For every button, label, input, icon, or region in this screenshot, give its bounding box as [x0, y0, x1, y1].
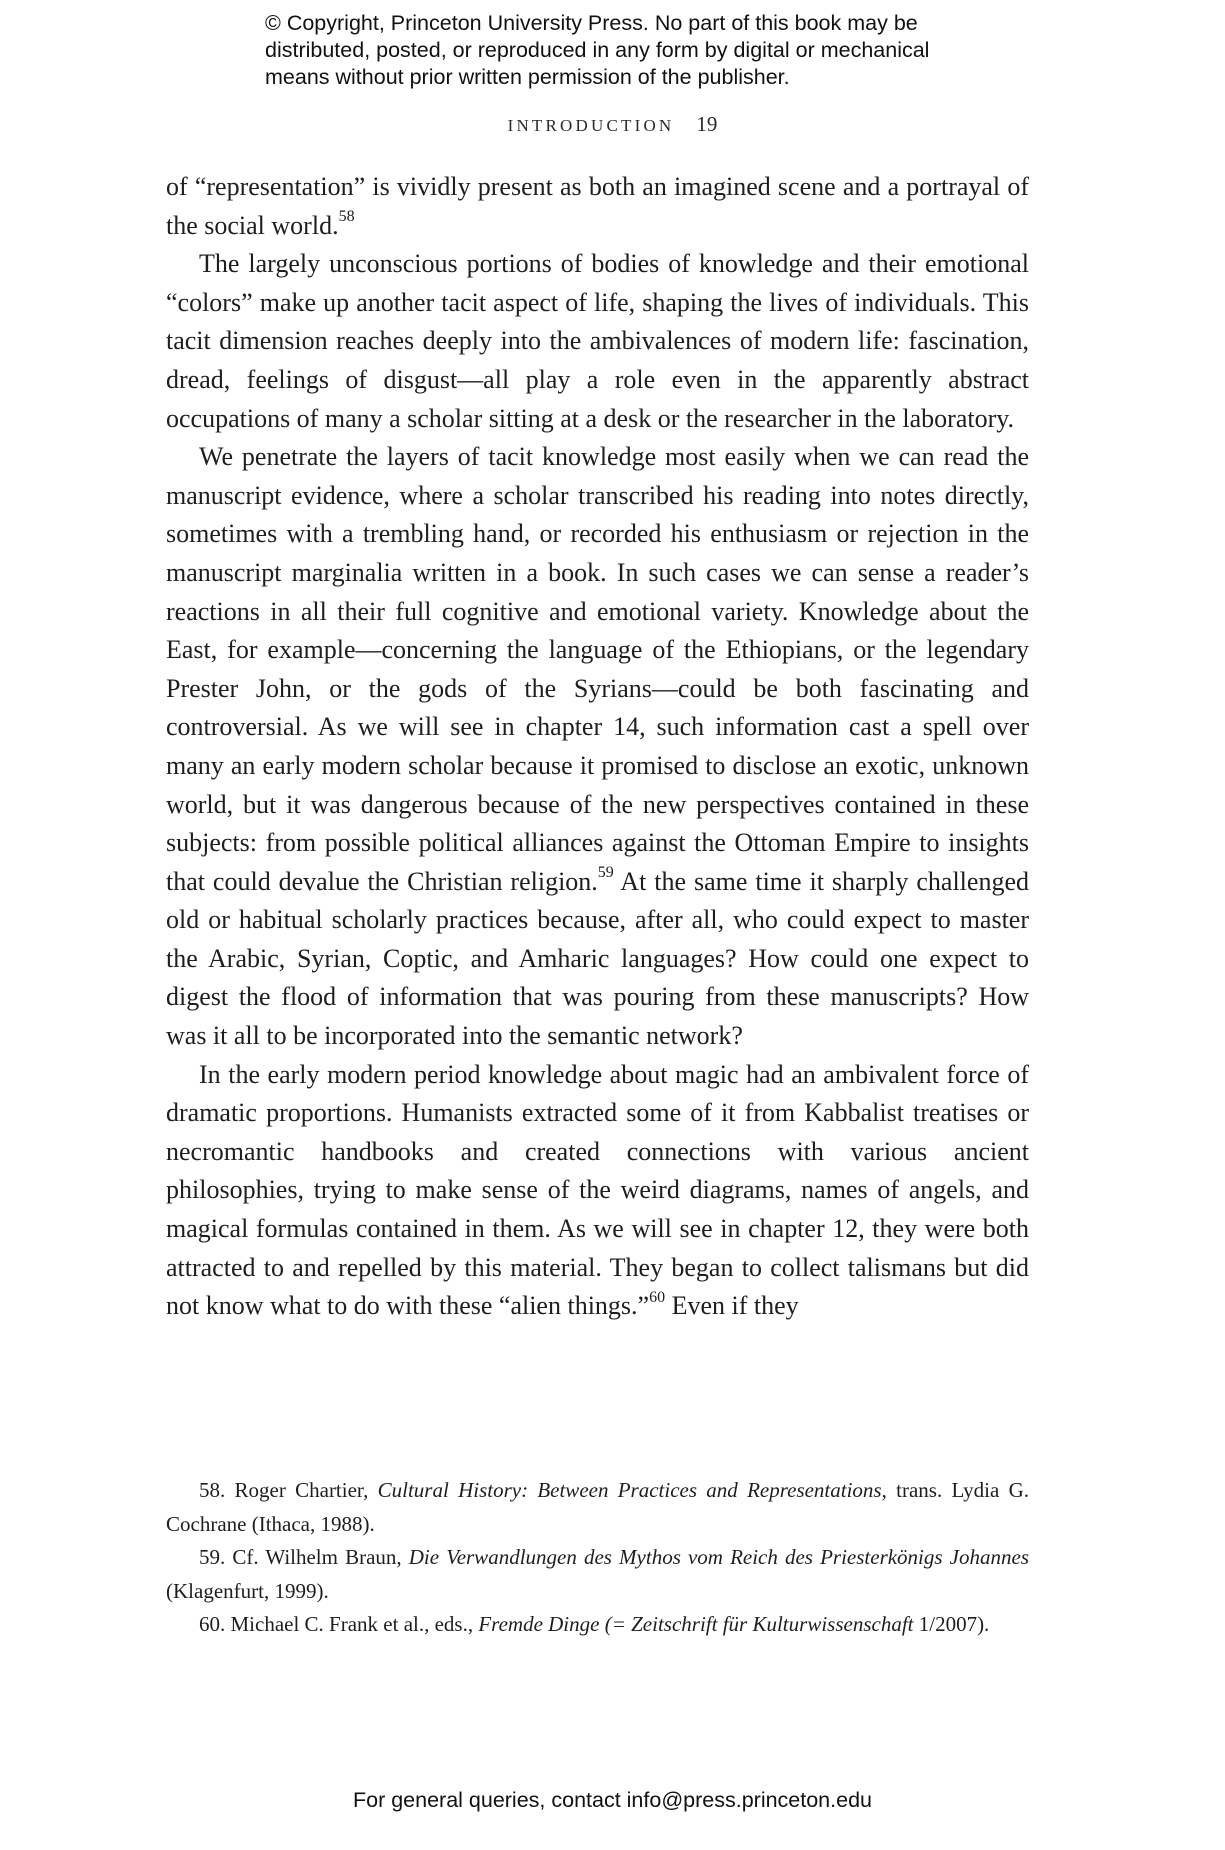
footnote-59-title: Die Verwandlungen des Mythos vom Reich des Priesterkönigs Johannes — [408, 1545, 1029, 1570]
footnotes — [166, 1474, 1029, 1642]
footnote-58 — [166, 1474, 1029, 1541]
footnote-59-prefix: 59. Cf. Wilhelm Braun, — [199, 1545, 409, 1570]
footnote-ref-59[interactable]: 59 — [597, 864, 614, 882]
footnote-58-title: Cultural History: Between Practices and Representations — [377, 1478, 882, 1502]
footnote-60 — [166, 1608, 1029, 1642]
paragraph-3-text-a: We penetrate the layers of tacit knowledge most easily when we can read the manuscript evidence, where a scholar transcribed his reading into notes directly, sometimes with a trembling hand, or recorded his enthusiasm or rejection in the manuscript marginalia written in a book. In such cases we can sense a reader’s reactions in all their full cognitive and emotional variety. Knowledge about the East, for example—concerning the language of the Ethiopians, or the legendary Prester John, or the gods of the Syrians—could be both fascinating and controversial. As we will see in chapter 14, such information cast a spell over many an early modern scholar because it promised to disclose an exotic, unknown world, but it was dangerous because of the new perspectives contained in these subjects: from possible political alliances against the Ottoman Empire to insights that could devalue the Christian religion. — [166, 442, 1029, 896]
running-head — [0, 112, 1225, 137]
running-head-title: INTRODUCTION — [507, 116, 675, 135]
copyright-line-2: distributed, posted, or reproduced in any form by digital or mechanical — [265, 38, 930, 62]
paragraph-3 — [166, 438, 1029, 1056]
footnote-58-suffix: , trans. Lydia G. Cochrane (Ithaca, 1988). — [166, 1478, 1029, 1536]
paragraph-4-text-b: Even if they — [665, 1291, 799, 1321]
paragraph-4-text-a: In the early modern period knowledge about magic had an ambivalent force of dramatic proportions. Humanists extracted some of it from Kabbalist treatises or necromantic handbooks and created connections with various ancient philosophies, trying to make sense of the weird diagrams, names of angels, and magical formulas contained in them. As we will see in chapter 12, they were both attracted to and repelled by this material. They began to collect talismans but did not know what to do with these “alien things.” — [166, 1059, 1029, 1321]
copyright-notice — [265, 10, 985, 91]
page-number: 19 — [696, 112, 718, 136]
footnote-60-title: Fremde Dinge (= Zeitschrift für Kulturwissenschaft — [478, 1612, 914, 1637]
footnote-58-prefix: 58. Roger Chartier, — [199, 1478, 378, 1502]
paragraph-2: The largely unconscious portions of bodies of knowledge and their emotional “colors” make up another tacit aspect of life, shaping the lives of individuals. This tacit dimension reaches deeply into the ambivalences of modern life: fascination, dread, feelings of disgust—all play a role even in the apparently abstract occupations of many a scholar sitting at a desk or the researcher in the laboratory. — [166, 249, 1029, 433]
footnote-ref-58[interactable]: 58 — [338, 207, 355, 225]
copyright-line-1: © Copyright, Princeton University Press. No part of this book may be — [265, 11, 918, 35]
copyright-line-3: means without prior written permission of the publisher. — [265, 65, 790, 89]
paragraph-1-text: of “representation” is vividly present as both an imagined scene and a portrayal of the social world. — [166, 172, 1029, 240]
footnote-59 — [166, 1541, 1029, 1608]
paragraph-4 — [166, 1056, 1029, 1326]
footnote-59-suffix: (Klagenfurt, 1999). — [166, 1578, 329, 1603]
body-text — [166, 168, 1029, 1326]
contact-footer: For general queries, contact info@press.princeton.edu — [352, 1788, 872, 1812]
paragraph-3-text-b: At the same time it sharply challenged old or habitual scholarly practices because, after all, who could expect to master the Arabic, Syrian, Coptic, and Amharic languages? How could one expect to digest the flood of information that was pouring from these manuscripts? How was it all to be incorporated into the semantic network? — [166, 866, 1029, 1051]
paragraph-1 — [166, 168, 1029, 245]
footnote-ref-60[interactable]: 60 — [649, 1288, 666, 1306]
footnote-60-suffix: 1/2007). — [913, 1612, 990, 1637]
footnote-60-prefix: 60. Michael C. Frank et al., eds., — [199, 1612, 479, 1637]
